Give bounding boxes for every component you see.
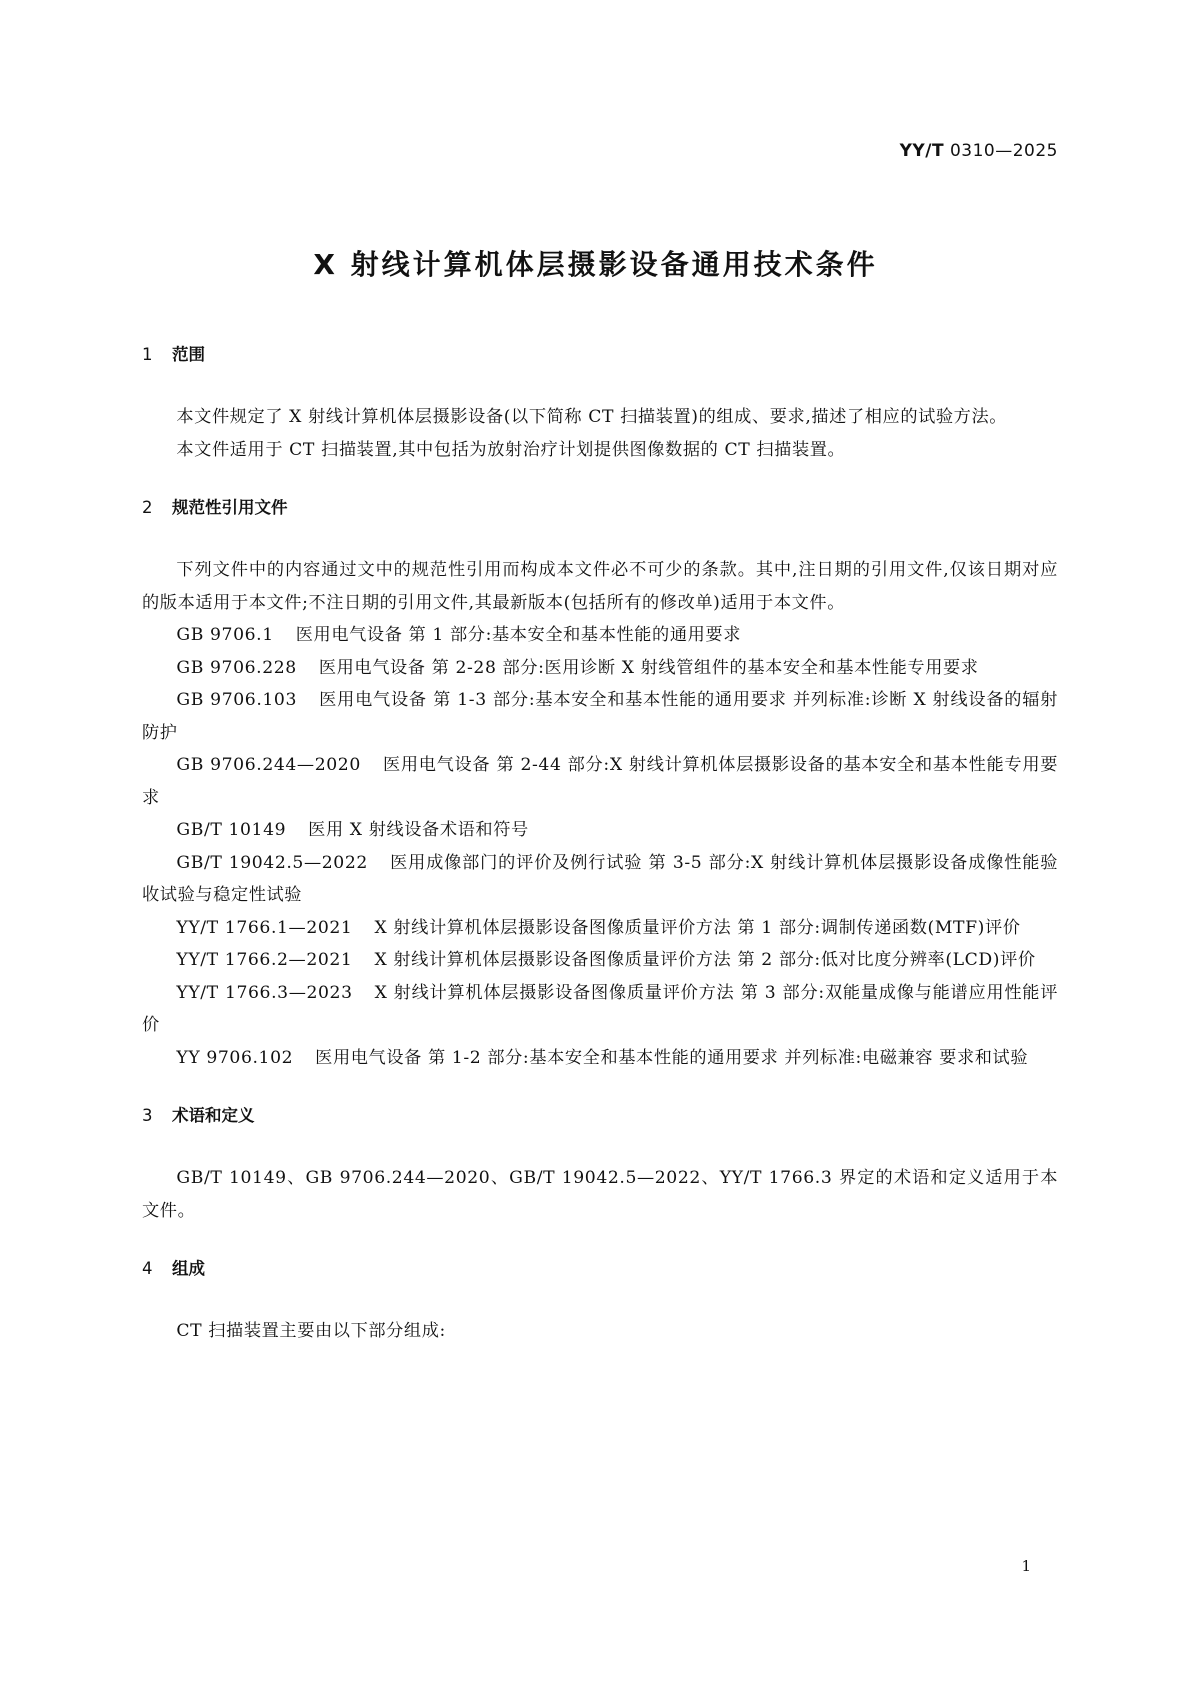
reference-title: 医用成像部门的评价及例行试验 第 3-5 部分:X 射线计算机体层摄影设备成像性能验收试验与稳定性试验	[142, 852, 1059, 905]
section-2-heading	[142, 496, 1058, 520]
document-title: X 射线计算机体层摄影设备通用技术条件	[313, 248, 878, 281]
reference-title: 医用 X 射线设备术语和符号	[308, 820, 529, 840]
reference-code: YY/T 1766.1—2021	[176, 917, 353, 938]
section-4-heading	[142, 1257, 1058, 1281]
reference-item	[142, 944, 1058, 977]
reference-code: YY/T 1766.2—2021	[176, 950, 353, 970]
reference-code: GB 9706.1	[176, 625, 274, 645]
reference-code: GB/T 10149	[176, 820, 287, 840]
reference-title: 医用电气设备 第 1 部分:基本安全和基本性能的通用要求	[295, 625, 741, 645]
reference-code: GB/T 19042.5—2022	[176, 852, 368, 873]
reference-title: 医用电气设备 第 2-44 部分:X 射线计算机体层摄影设备的基本安全和基本性能专用要求	[142, 755, 1058, 808]
reference-title: X 射线计算机体层摄影设备图像质量评价方法 第 2 部分:低对比度分辨率(LCD)评价	[374, 950, 1036, 970]
composition-paragraph: CT 扫描装置主要由以下部分组成:	[176, 1321, 446, 1341]
section-title: 规范性引用文件	[172, 498, 288, 517]
reference-item	[142, 912, 1058, 945]
terms-paragraph: GB/T 10149、GB 9706.244—2020、GB/T 19042.5—2022、YY/T 1766.3 界定的术语和定义适用于本文件。	[142, 1168, 1058, 1221]
reference-item	[142, 749, 1058, 814]
page-number: 1	[1021, 1557, 1031, 1575]
reference-item	[142, 684, 1058, 749]
reference-title: 医用电气设备 第 1-3 部分:基本安全和基本性能的通用要求 并列标准:诊断 X 射线设备的辐射防护	[142, 690, 1058, 743]
reference-code: YY 9706.102	[176, 1047, 294, 1068]
document-number	[900, 141, 1058, 161]
reference-title: X 射线计算机体层摄影设备图像质量评价方法 第 3 部分:双能量成像与能谱应用性能评价	[142, 982, 1058, 1035]
reference-item	[142, 1042, 1058, 1075]
document-code: 0310—2025	[949, 141, 1058, 161]
reference-item	[142, 977, 1058, 1042]
reference-title: 医用电气设备 第 1-2 部分:基本安全和基本性能的通用要求 并列标准:电磁兼容 要求和试验	[315, 1047, 1029, 1068]
section-title: 术语和定义	[172, 1106, 255, 1125]
reference-title: X 射线计算机体层摄影设备图像质量评价方法 第 1 部分:调制传递函数(MTF)评价	[374, 917, 1021, 938]
reference-code: GB 9706.244—2020	[176, 755, 361, 775]
reference-code: GB 9706.228	[176, 657, 297, 678]
reference-code: YY/T 1766.3—2023	[176, 982, 353, 1003]
reference-item	[142, 652, 1058, 685]
section-3-heading	[142, 1104, 1058, 1128]
scope-paragraph: 本文件适用于 CT 扫描装置,其中包括为放射治疗计划提供图像数据的 CT 扫描装置。	[176, 439, 846, 460]
reference-item	[142, 814, 1058, 847]
reference-item	[142, 619, 1058, 652]
references-intro: 下列文件中的内容通过文中的规范性引用而构成本文件必不可少的条款。其中,注日期的引用文件,仅该日期对应的版本适用于本文件;不注日期的引用文件,其最新版本(包括所有的修改单)适用于本文件。	[142, 560, 1058, 613]
document-body	[142, 343, 1058, 1348]
section-number: 1	[142, 345, 153, 364]
section-number: 2	[142, 498, 153, 517]
reference-item	[142, 847, 1058, 912]
scope-paragraph: 本文件规定了 X 射线计算机体层摄影设备(以下简称 CT 扫描装置)的组成、要求,描述了相应的试验方法。	[176, 407, 1008, 427]
document-prefix: YY/T	[899, 141, 945, 161]
section-number: 4	[142, 1259, 153, 1278]
section-title: 组成	[172, 1259, 205, 1278]
section-1-heading	[142, 343, 1058, 367]
section-title: 范围	[172, 345, 205, 364]
reference-title: 医用电气设备 第 2-28 部分:医用诊断 X 射线管组件的基本安全和基本性能专用要求	[318, 657, 979, 678]
section-number: 3	[142, 1106, 153, 1125]
reference-code: GB 9706.103	[176, 690, 297, 710]
